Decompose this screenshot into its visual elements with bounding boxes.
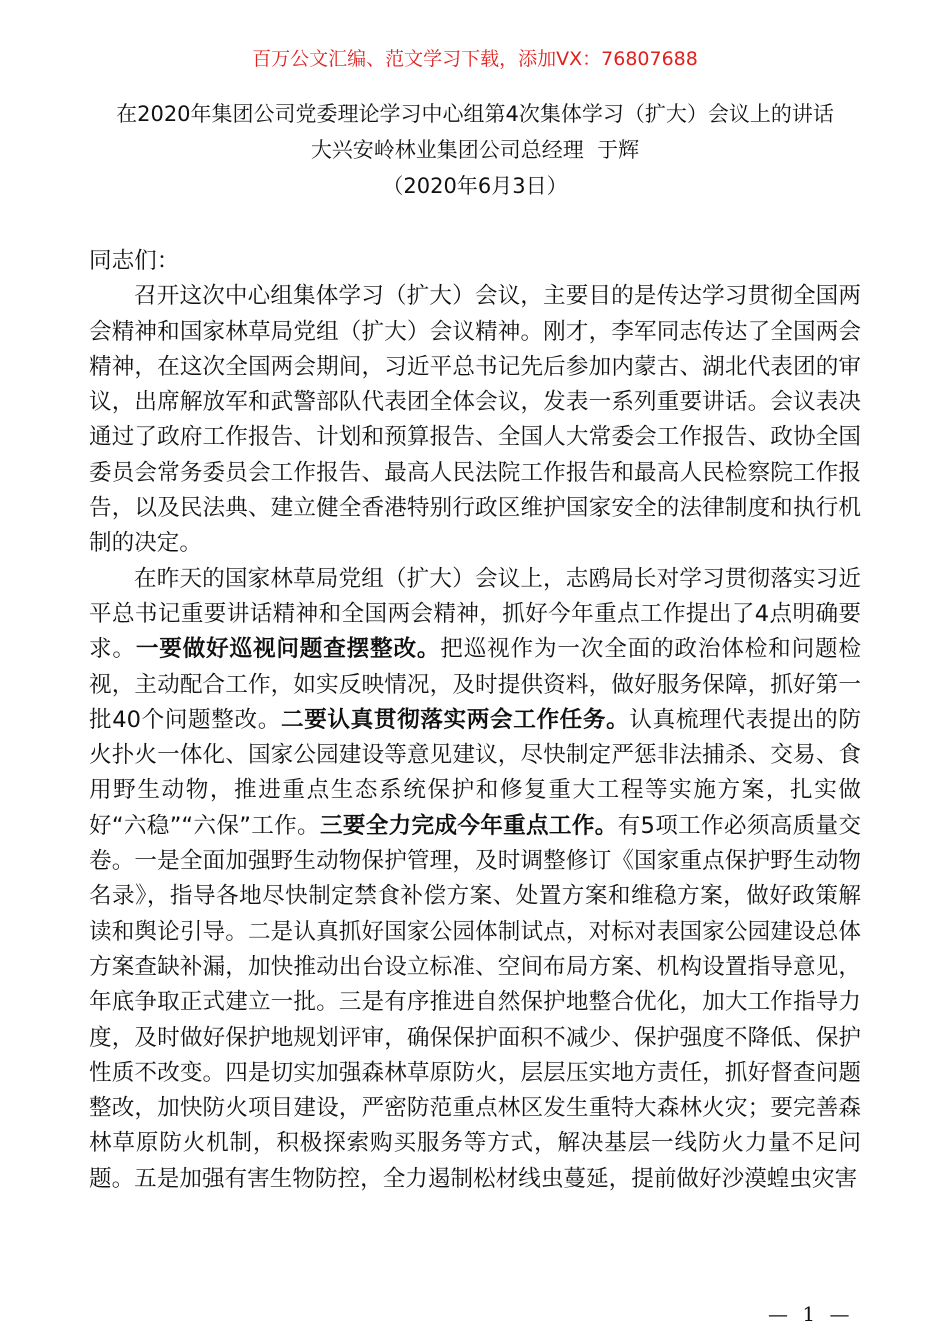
point-2-body: 认真梳理代表提出的防火扑火一体化、国家公园建设等意见建议，尽快制定严惩非法捕杀、交易、食用野生动物，推进重点生态系统保护和修复重大工程等实施方案，扎实做好“六稳”“六保”工作。 — [89, 706, 862, 839]
paragraph-2 — [89, 562, 861, 1197]
point-3-body: 有5项工作必须高质量交卷。一是全面加强野生动物保护管理，及时调整修订《国家重点保护野生动物名录》，指导各地尽快制定禁食补偿方案、处置方案和维稳方案，做好政策解读和舆论引导。二是认真抓好国家公园体制试点，对标对表国家公园建设总体方案查缺补漏，加快推动出台设立标准、空间布局方案、机构设置指导意见，年底争取正式建立一批。三是有序推进自然保护地整合优化，加大工作指导力度，及时做好保护地规划评审，确保保护面积不减少、保护强度不降低、保护性质不改变。四是切实加强森林草原防火，层层压实地方责任，抓好督查问题整改，加快防火项目建设，严密防范重点林区发生重特大森林火灾；要完善森林草原防火机制，积极探索购买服务等方式，解决基层一线防火力量不足问题。五是加强有害生物防控，全力遏制松材线虫蔓延，提前做好沙漠蝗虫灾害 — [89, 812, 862, 1192]
speaker-line: 大兴安岭林业集团公司总经理 于辉 — [310, 138, 640, 162]
point-3-heading: 三要全力完成今年重点工作。 — [319, 812, 618, 839]
salutation: 同志们： — [89, 248, 180, 274]
paragraph-1: 召开这次中心组集体学习（扩大）会议，主要目的是传达学习贯彻全国两会精神和国家林草局党组（扩大）会议精神。刚才，李军同志传达了全国两会精神，在这次全国两会期间，习近平总书记先后参加内蒙古、湖北代表团的审议，出席解放军和武警部队代表团全体会议，发表一系列重要讲话。会议表决通过了政府工作报告、计划和预算报告、全国人大常委会工作报告、政协全国委员会常务委员会工作报告、最高人民法院工作报告和最高人民检察院工作报告，以及民法典、建立健全香港特别行政区维护国家安全的法律制度和执行机制的决定。 — [89, 283, 861, 557]
document-body — [89, 244, 861, 1197]
page-number: — 1 — — [768, 1302, 854, 1326]
document-title: 在2020年集团公司党委理论学习中心组第4次集体学习（扩大）会议上的讲话 — [116, 102, 834, 126]
watermark-banner: 百万公文汇编、范文学习下载，添加VX：76807688 — [252, 48, 698, 70]
document-header — [0, 96, 950, 204]
point-2-heading: 二要认真贯彻落实两会工作任务。 — [280, 706, 630, 733]
speech-date: （2020年6月3日） — [382, 174, 568, 198]
point-1-body: 把巡视作为一次全面的政治体检和问题检视，主动配合工作，如实反映情况，及时提供资料，做好服务保障，抓好第一批40个问题整改。 — [89, 636, 862, 733]
paragraph-2-intro: 在昨天的国家林草局党组（扩大）会议上，志鸥局长对学习贯彻落实习近平总书记重要讲话精神和全国两会精神，抓好今年重点工作提出了4点明确要求。 — [89, 565, 861, 663]
point-1-heading: 一要做好巡视问题查摆整改。 — [135, 636, 441, 663]
